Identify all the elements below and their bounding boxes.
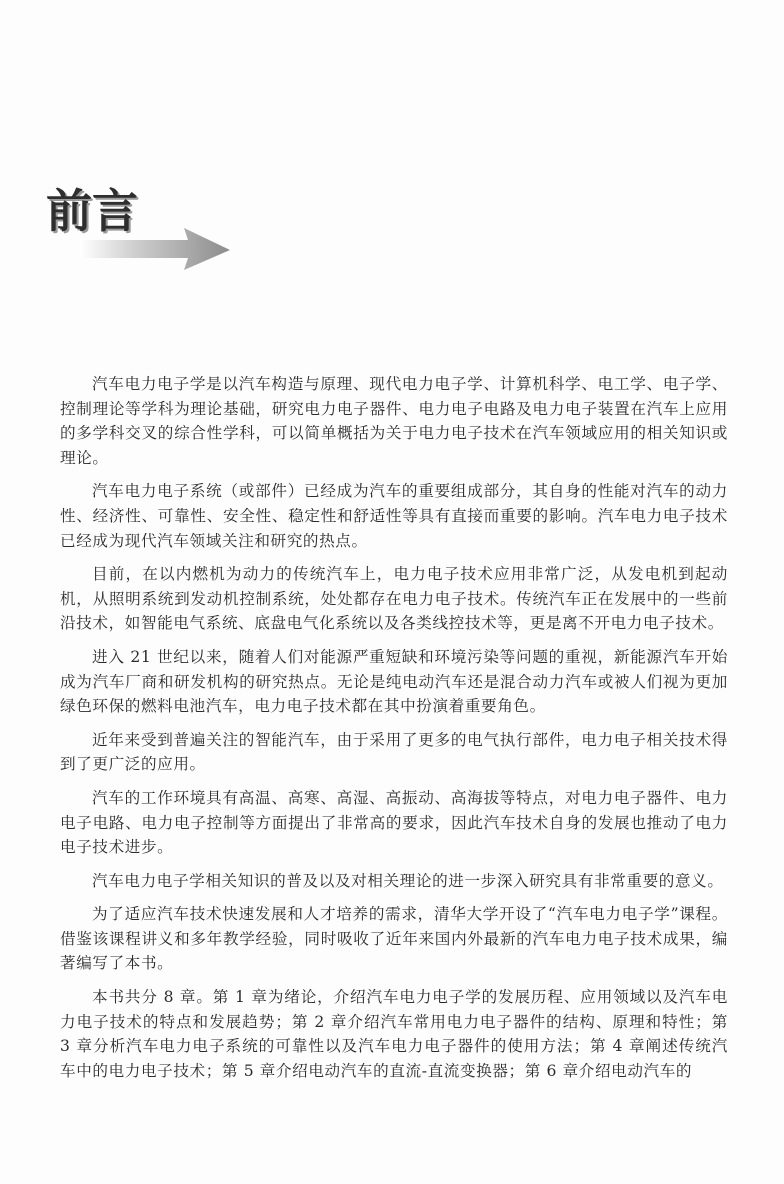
paragraph: 汽车电力电子学是以汽车构造与原理、现代电力电子学、计算机科学、电工学、电子学、控制理论等学科为理论基础，研究电力电子器件、电力电子电路及电力电子装置在汽车上应用的多学科交叉的综合性学科，可以简单概括为关于电力电子技术在汽车领域应用的相关知识或理论。 xyxy=(60,375,728,467)
paragraph: 进入 21 世纪以来，随着人们对能源严重短缺和环境污染等问题的重视，新能源汽车开始成为汽车厂商和研发机构的研究热点。无论是纯电动汽车还是混合动力汽车或被人们视为更加绿色环保的燃料电池汽车，电力电子技术都在其中扮演着重要角色。 xyxy=(60,647,728,716)
preface-heading xyxy=(44,186,204,276)
page-title: 前言 xyxy=(46,184,138,238)
paragraph: 近年来受到普遍关注的智能汽车，由于采用了更多的电气执行部件，电力电子相关技术得到了更广泛的应用。 xyxy=(60,730,728,774)
paragraph: 汽车电力电子学相关知识的普及以及对相关理论的进一步深入研究具有非常重要的意义。 xyxy=(92,871,724,890)
paragraph: 汽车电力电子系统（或部件）已经成为汽车的重要组成部分，其自身的性能对汽车的动力性、经济性、可靠性、安全性、稳定性和舒适性等具有直接而重要的影响。汽车电力电子技术已经成为现代汽车领域关注和研究的热点。 xyxy=(60,482,728,550)
paragraph: 汽车的工作环境具有高温、高寒、高湿、高振动、高海拔等特点，对电力电子器件、电力电子电路、电力电子控制等方面提出了非常高的要求，因此汽车技术自身的发展也推动了电力电子技术进步。 xyxy=(60,788,728,857)
paragraph: 为了适应汽车技术快速发展和人才培养的需求，清华大学开设了“汽车电力电子学”课程。借鉴该课程讲义和多年教学经验，同时吸收了近年来国内外最新的汽车电力电子技术成果，编著编写了本书。 xyxy=(60,905,728,973)
body-text xyxy=(60,372,728,1092)
paragraph: 本书共分 8 章。第 1 章为绪论，介绍汽车电力电子学的发展历程、应用领域以及汽车电力电子技术的特点和发展趋势；第 2 章介绍汽车常用电力电子器件的结构、原理和特性；第 3 章分析汽车电力电子系统的可靠性以及汽车电力电子器件的使用方法；第 4 章阐述传统汽车中的电力电子技术；第 5 章介绍电动汽车的直流-直流变换器；第 6 章介绍电动汽车的 xyxy=(60,988,728,1080)
paragraph: 目前，在以内燃机为动力的传统汽车上，电力电子技术应用非常广泛，从发电机到起动机，从照明系统到发动机控制系统，处处都存在电力电子技术。传统汽车正在发展中的一些前沿技术，如智能电气系统、底盘电气化系统以及各类线控技术等，更是离不开电力电子技术。 xyxy=(60,565,728,633)
